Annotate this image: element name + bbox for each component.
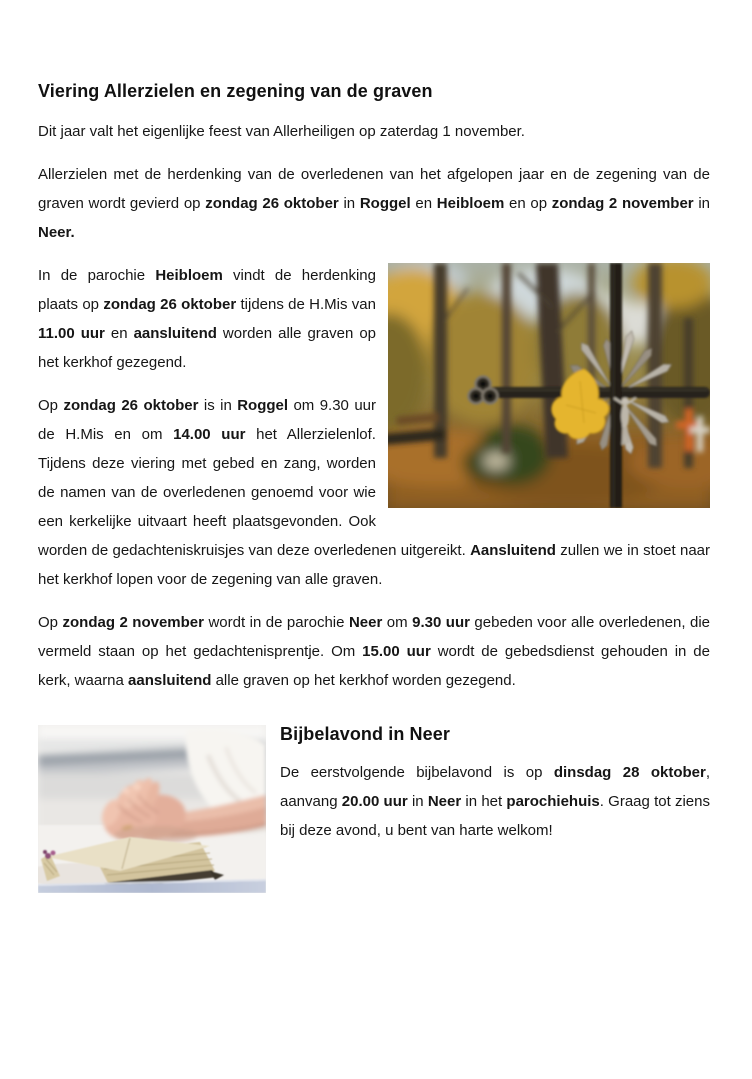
allerzielen-body [38, 261, 710, 594]
praying-hands-photo-illustration [38, 725, 266, 893]
section-title-allerzielen: Viering Allerzielen en zegening van de graven [38, 81, 433, 101]
page-content [38, 80, 710, 893]
paragraph-dates: Allerzielen met de herdenking van de overledenen van het afgelopen jaar en de zegening van de graven wordt gevierd op zondag 26 oktober in Roggel en Heibloem en op zondag 2 november in Neer. [38, 166, 711, 241]
paragraph-bijbelavond: De eerstvolgende bijbelavond is op dinsdag 28 oktober, aanvang 20.00 uur in Neer in het parochiehuis. Graag tot ziens bij deze avond, u bent van harte welkom! [280, 764, 710, 839]
paragraph-neer: Op zondag 2 november wordt in de parochie Neer om 9.30 uur gebeden voor alle overledenen, die vermeld staan op het gedachtenisprentje. Om 15.00 uur wordt de gebedsdienst gehouden in de kerk, waarna aansluitend alle graven op het kerkhof worden gezegend. [38, 614, 711, 689]
paragraph-intro: Dit jaar valt het eigenlijke feest van Allerheiligen op zaterdag 1 november. [38, 123, 525, 140]
cemetery-cross-photo-illustration [388, 263, 710, 508]
paragraph-roggel: Op zondag 26 oktober is in Roggel om 9.30 uur de H.Mis en om 14.00 uur het Allerzielenlof. Tijdens deze viering met gebed en zang, worden de namen van de overledenen genoemd voor wie een kerkelijke uitvaart heeft plaatsgevonden. Ook worden de gedachteniskruisjes van deze overledenen uitgereikt. Aansluitend zullen we in stoet naar het kerkhof lopen voor de zegening van alle graven. [38, 397, 710, 588]
praying-hands-bible-photo [38, 725, 266, 893]
cemetery-cross-photo [388, 263, 710, 508]
section-title-bijbelavond: Bijbelavond in Neer [280, 724, 450, 744]
bijbelavond-section [38, 723, 710, 893]
paragraph-heibloem: In de parochie Heibloem vindt de herdenking plaats op zondag 26 oktober tijdens de H.Mis van 11.00 uur en aansluitend worden alle graven op het kerkhof gezegend. [38, 267, 376, 371]
